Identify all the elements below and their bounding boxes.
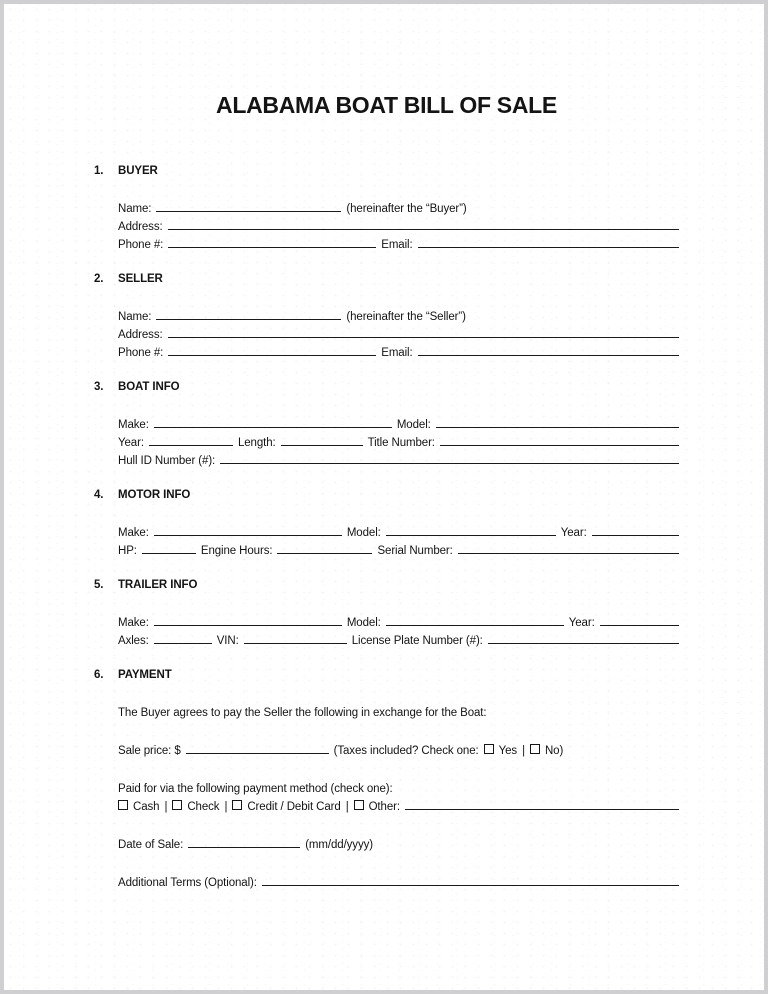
section-payment-number: 6. (94, 669, 104, 681)
section-motor-heading: MOTOR INFO (118, 489, 191, 501)
boat-hull-id-blank[interactable] (220, 463, 679, 464)
section-motor-info (94, 488, 679, 560)
buyer-phone-blank[interactable] (168, 247, 376, 248)
section-seller-heading: SELLER (118, 273, 163, 285)
date-of-sale-label: Date of Sale: (118, 839, 184, 851)
boat-year-length-title-row (118, 434, 679, 452)
buyer-address-blank[interactable] (168, 229, 679, 230)
cash-label: Cash (133, 801, 160, 813)
boat-length-blank[interactable] (281, 445, 363, 446)
motor-make-model-year-row (118, 524, 679, 542)
section-motor-number: 4. (94, 489, 104, 501)
trailer-vin-blank[interactable] (244, 643, 347, 644)
buyer-name-row (118, 200, 679, 218)
section-seller-header (94, 272, 679, 286)
trailer-year-label: Year: (568, 617, 595, 629)
boat-model-blank[interactable] (436, 427, 679, 428)
section-boat-heading: BOAT INFO (118, 381, 180, 393)
document-title: ALABAMA BOAT BILL OF SALE (216, 92, 557, 118)
section-motor-header (94, 488, 679, 502)
motor-make-label: Make: (118, 527, 149, 539)
section-buyer-header (94, 164, 679, 178)
trailer-model-blank[interactable] (386, 625, 564, 626)
motor-engine-hours-blank[interactable] (277, 553, 372, 554)
trailer-model-label: Model: (346, 617, 381, 629)
motor-hp-hours-serial-row (118, 542, 679, 560)
section-trailer-number: 5. (94, 579, 104, 591)
payment-intro-row (118, 704, 679, 722)
additional-terms-row (118, 874, 679, 892)
method-separator-1: | (164, 801, 168, 813)
payment-method-intro-text: Paid for via the following payment method (check one): (118, 783, 393, 795)
boat-hull-id-label: Hull ID Number (#): (118, 455, 216, 467)
boat-title-number-label: Title Number: (367, 437, 435, 449)
other-method-blank[interactable] (405, 809, 679, 810)
additional-terms-label: Additional Terms (Optional): (118, 877, 257, 889)
trailer-vin-label: VIN: (216, 635, 239, 647)
boat-make-label: Make: (118, 419, 149, 431)
boat-length-label: Length: (237, 437, 276, 449)
seller-name-row (118, 308, 679, 326)
method-separator-3: | (345, 801, 349, 813)
seller-address-label: Address: (118, 329, 163, 341)
seller-phone-email-row (118, 344, 679, 362)
payment-method-intro-row (118, 780, 679, 798)
trailer-make-label: Make: (118, 617, 149, 629)
seller-phone-label: Phone #: (118, 347, 164, 359)
section-trailer-header (94, 578, 679, 592)
seller-email-blank[interactable] (418, 355, 679, 356)
section-payment-heading: PAYMENT (118, 669, 172, 681)
sale-price-blank[interactable] (186, 753, 329, 754)
seller-phone-blank[interactable] (168, 355, 376, 356)
seller-name-suffix: (hereinafter the “Seller”) (346, 311, 466, 323)
trailer-license-plate-label: License Plate Number (#): (351, 635, 483, 647)
checkbox-taxes-no[interactable] (530, 744, 540, 754)
boat-make-blank[interactable] (154, 427, 392, 428)
other-label: Other: (368, 801, 400, 813)
taxes-included-label: (Taxes included? Check one: (333, 745, 479, 757)
sale-price-label: Sale price: $ (118, 745, 181, 757)
section-trailer-heading: TRAILER INFO (118, 579, 198, 591)
date-of-sale-row (118, 836, 679, 854)
motor-year-blank[interactable] (592, 535, 679, 536)
boat-make-model-row (118, 416, 679, 434)
trailer-make-model-year-row (118, 614, 679, 632)
check-label: Check (187, 801, 220, 813)
trailer-axles-label: Axles: (118, 635, 149, 647)
section-buyer-number: 1. (94, 165, 104, 177)
section-boat-info (94, 380, 679, 470)
motor-model-label: Model: (346, 527, 381, 539)
buyer-email-label: Email: (381, 239, 413, 251)
boat-year-label: Year: (118, 437, 144, 449)
section-seller-number: 2. (94, 273, 104, 285)
trailer-axles-blank[interactable] (154, 643, 212, 644)
checkbox-cash[interactable] (118, 800, 128, 810)
buyer-address-row (118, 218, 679, 236)
document-content (94, 4, 679, 892)
method-separator-2: | (224, 801, 228, 813)
boat-hull-id-row (118, 452, 679, 470)
seller-name-blank[interactable] (156, 319, 341, 320)
buyer-phone-label: Phone #: (118, 239, 164, 251)
payment-intro-text: The Buyer agrees to pay the Seller the following in exchange for the Boat: (118, 707, 487, 719)
seller-address-blank[interactable] (168, 337, 679, 338)
section-boat-header (94, 380, 679, 394)
buyer-name-label: Name: (118, 203, 152, 215)
checkbox-taxes-yes[interactable] (484, 744, 494, 754)
boat-model-label: Model: (396, 419, 431, 431)
seller-email-label: Email: (381, 347, 413, 359)
checkbox-check[interactable] (172, 800, 182, 810)
buyer-name-suffix: (hereinafter the “Buyer”) (346, 203, 467, 215)
buyer-email-blank[interactable] (418, 247, 679, 248)
seller-name-label: Name: (118, 311, 152, 323)
motor-engine-hours-label: Engine Hours: (200, 545, 273, 557)
credit-debit-card-label: Credit / Debit Card (247, 801, 341, 813)
motor-serial-number-blank[interactable] (458, 553, 679, 554)
section-buyer-heading: BUYER (118, 165, 158, 177)
section-payment-header (94, 668, 679, 682)
taxes-yes-label: Yes (498, 745, 518, 757)
trailer-year-blank[interactable] (600, 625, 679, 626)
motor-hp-blank[interactable] (142, 553, 196, 554)
motor-make-blank[interactable] (154, 535, 342, 536)
motor-model-blank[interactable] (386, 535, 556, 536)
trailer-make-blank[interactable] (154, 625, 342, 626)
buyer-name-blank[interactable] (156, 211, 341, 212)
boat-year-blank[interactable] (149, 445, 233, 446)
section-seller (94, 272, 679, 362)
checkbox-credit-debit-card[interactable] (232, 800, 242, 810)
taxes-separator: | (522, 745, 525, 757)
seller-address-row (118, 326, 679, 344)
buyer-phone-email-row (118, 236, 679, 254)
date-of-sale-blank[interactable] (188, 847, 300, 848)
payment-method-options-row (118, 798, 679, 816)
section-trailer-info (94, 578, 679, 650)
section-buyer (94, 164, 679, 254)
payment-sale-price-row (118, 742, 679, 760)
checkbox-other[interactable] (354, 800, 364, 810)
motor-serial-number-label: Serial Number: (377, 545, 453, 557)
taxes-no-label: No) (544, 745, 564, 757)
additional-terms-blank[interactable] (262, 885, 679, 886)
section-boat-number: 3. (94, 381, 104, 393)
trailer-axles-vin-plate-row (118, 632, 679, 650)
motor-hp-label: HP: (118, 545, 137, 557)
date-format-label: (mm/dd/yyyy) (305, 839, 373, 851)
section-payment (94, 668, 679, 892)
trailer-license-plate-blank[interactable] (488, 643, 679, 644)
buyer-address-label: Address: (118, 221, 163, 233)
boat-title-number-blank[interactable] (440, 445, 679, 446)
motor-year-label: Year: (560, 527, 587, 539)
